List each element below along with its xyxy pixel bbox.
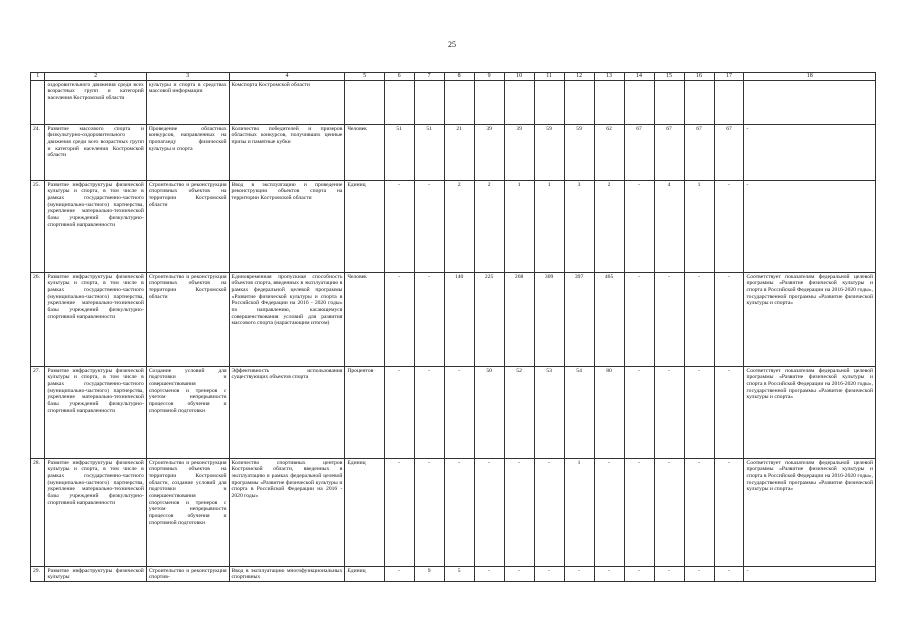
value-cell: - — [474, 567, 504, 582]
row-number: 29. — [31, 567, 45, 582]
value-cell: 80 — [594, 367, 624, 459]
value-cell: 67 — [654, 125, 684, 181]
value-cell: - — [714, 273, 744, 367]
note-cell: - — [744, 125, 876, 181]
value-cell — [684, 81, 714, 125]
note-cell: - — [744, 181, 876, 273]
value-cell: 3 — [564, 181, 594, 273]
header-row — [31, 73, 876, 81]
value-cell — [504, 81, 534, 125]
value-cell: - — [654, 567, 684, 582]
value-cell: 39 — [474, 125, 504, 181]
value-cell: - — [414, 367, 444, 459]
value-cell — [564, 81, 594, 125]
value-cell: 59 — [534, 125, 564, 181]
value-cell: 62 — [594, 125, 624, 181]
value-cell: 51 — [384, 125, 414, 181]
value-cell: 51 — [414, 125, 444, 181]
value-cell: - — [684, 567, 714, 582]
unit-cell: Единиц — [345, 181, 384, 273]
unit-cell — [345, 81, 384, 125]
value-cell: - — [624, 567, 654, 582]
value-cell: 2 — [594, 181, 624, 273]
value-cell: 9 — [414, 567, 444, 582]
value-cell: - — [384, 367, 414, 459]
event-cell: оздоровительного движения среди всех возрастных групп и категорий населения Костромской области — [45, 81, 146, 125]
value-cell — [384, 81, 414, 125]
value-cell: - — [444, 367, 474, 459]
value-cell — [444, 81, 474, 125]
header-cell: 15 — [654, 73, 684, 81]
value-cell: - — [414, 181, 444, 273]
row-number: 25. — [31, 181, 45, 273]
value-cell: - — [624, 273, 654, 367]
value-cell: - — [564, 567, 594, 582]
header-cell: 13 — [594, 73, 624, 81]
value-cell: 140 — [444, 273, 474, 367]
indicator-cell: Единовременная пропускная способность объектов спорта, введенных в эксплуатацию в рамках федеральной целевой программы «Развитие физической культуры и спорта в Российской Федерации на 2016 - 2020 годы» по направлению, касающемуся совершенствования условий для развития массового спорта (нарастающим итогом) — [229, 273, 345, 367]
value-cell — [594, 81, 624, 125]
content-cell: Строительство и реконструкция спортивных объектов на территории Костромской области — [146, 181, 229, 273]
value-cell: - — [534, 459, 564, 567]
table-row — [31, 367, 876, 459]
header-cell: 3 — [146, 73, 229, 81]
header-cell: 17 — [714, 73, 744, 81]
value-cell: - — [714, 367, 744, 459]
content-cell: культуры и спорта в средствах массовой информации — [146, 81, 229, 125]
value-cell: 1 — [564, 459, 594, 567]
header-cell: 7 — [414, 73, 444, 81]
indicator-cell: Количество победителей и призеров областных конкурсов, получивших ценные призы и памятные кубки — [229, 125, 345, 181]
event-cell: Развитие инфраструктуры физической культуры и спорта, в том числе в рамках государственно-частного (муниципально-частного) партнерства, укрепление материально-технической базы учреждений физкультурно-спортивной направленности — [45, 273, 146, 367]
table-row — [31, 81, 876, 125]
value-cell: - — [384, 273, 414, 367]
value-cell: - — [384, 181, 414, 273]
header-cell: 6 — [384, 73, 414, 81]
header-cell: 12 — [564, 73, 594, 81]
value-cell: - — [714, 181, 744, 273]
row-number: 26. — [31, 273, 45, 367]
value-cell: 397 — [564, 273, 594, 367]
value-cell — [624, 81, 654, 125]
value-cell: - — [654, 273, 684, 367]
header-cell: 8 — [444, 73, 474, 81]
value-cell: - — [504, 459, 534, 567]
page-number: 25 — [448, 40, 456, 49]
unit-cell: Человек — [345, 273, 384, 367]
content-cell: Строительство и реконструкция спортивных объектов на территории Костромской области — [146, 273, 229, 367]
value-cell: - — [684, 367, 714, 459]
value-cell: 67 — [714, 125, 744, 181]
row-number: 27. — [31, 367, 45, 459]
value-cell: - — [534, 567, 564, 582]
value-cell: - — [474, 459, 504, 567]
value-cell: - — [594, 567, 624, 582]
note-cell: Соответствует показателям федеральной целевой программы «Развитие физической культуры и спорта в Российской Федерации на 2016-2020 годы», государственной программы «Развитие физической культуры и спорта» — [744, 367, 876, 459]
value-cell: 4 — [654, 181, 684, 273]
content-cell: Создание условий для подготовки и совершенствования спортсменов и тренеров с учетом непрерывности процессов обучения и спортивной подготовки — [146, 367, 229, 459]
header-cell: 11 — [534, 73, 564, 81]
value-cell: - — [414, 459, 444, 567]
value-cell: 465 — [594, 273, 624, 367]
value-cell — [534, 81, 564, 125]
value-cell — [414, 81, 444, 125]
event-cell: Развитие инфраструктуры физической культуры и спорта, в том числе в рамках государственно-частного (муниципально-частного) партнерства, укрепление материально-технической базы учреждений физкультурно-спортивной направленности — [45, 459, 146, 567]
value-cell: 1 — [504, 181, 534, 273]
table-row — [31, 567, 876, 582]
value-cell: - — [714, 567, 744, 582]
row-number: 28. — [31, 459, 45, 567]
header-cell: 16 — [684, 73, 714, 81]
value-cell: 50 — [474, 367, 504, 459]
value-cell — [474, 81, 504, 125]
header-cell: 9 — [474, 73, 504, 81]
unit-cell: Единиц — [345, 459, 384, 567]
content-cell: Строительство и реконструкция спортив- — [146, 567, 229, 582]
value-cell: - — [654, 367, 684, 459]
value-cell: - — [684, 459, 714, 567]
value-cell: - — [504, 567, 534, 582]
value-cell: 2 — [474, 181, 504, 273]
value-cell: - — [384, 459, 414, 567]
row-number — [31, 81, 45, 125]
value-cell: 67 — [684, 125, 714, 181]
content-cell: Строительство и реконструкция спортивных объектов на территории Костромской области, создание условий для подготовки и совершенствования спортсменов и тренеров с учетом непрерывности процессов обучения и спортивной подготовки — [146, 459, 229, 567]
value-cell: 268 — [504, 273, 534, 367]
value-cell: 5 — [444, 567, 474, 582]
indicator-cell: Количество спортивных центров Костромской области, введенных в эксплуатацию в рамках федеральной целевой программы «Развитие физической культуры и спорта в Российской Федерации на 2016 - 2020 годы» — [229, 459, 345, 567]
header-cell: 10 — [504, 73, 534, 81]
indicator-cell: Ввод в эксплуатацию и проведение реконструкции объектов спорта на территории Костромской области — [229, 181, 345, 273]
value-cell: 1 — [684, 181, 714, 273]
value-cell: - — [384, 567, 414, 582]
header-cell: 14 — [624, 73, 654, 81]
value-cell — [714, 81, 744, 125]
note-cell: Соответствует показателям федеральной целевой программы «Развитие физической культуры и спорта в Российской Федерации на 2016-2020 годы», государственной программы «Развитие физической культуры и спорта» — [744, 273, 876, 367]
header-cell: 1 — [31, 73, 45, 81]
row-number: 24. — [31, 125, 45, 181]
unit-cell: Единиц — [345, 567, 384, 582]
value-cell: - — [594, 459, 624, 567]
value-cell: - — [684, 273, 714, 367]
note-cell — [744, 81, 876, 125]
value-cell: - — [714, 459, 744, 567]
value-cell: 1 — [534, 181, 564, 273]
unit-cell: Человек — [345, 125, 384, 181]
table-row — [31, 181, 876, 273]
value-cell: - — [654, 459, 684, 567]
value-cell: - — [624, 181, 654, 273]
event-cell: Развитие инфраструктуры физической культуры — [45, 567, 146, 582]
value-cell: 225 — [474, 273, 504, 367]
value-cell: 39 — [504, 125, 534, 181]
value-cell: 53 — [534, 367, 564, 459]
table-row — [31, 125, 876, 181]
value-cell — [654, 81, 684, 125]
value-cell: 2 — [444, 181, 474, 273]
value-cell: 309 — [534, 273, 564, 367]
indicator-cell: Ввод в эксплуатацию многофункциональных спортивных — [229, 567, 345, 582]
value-cell: 54 — [564, 367, 594, 459]
value-cell: - — [624, 367, 654, 459]
note-cell: Соответствует показателям федеральной целевой программы «Развитие физической культуры и спорта в Российской Федерации на 2016-2020 годы», государственной программы «Развитие физической культуры и спорта» — [744, 459, 876, 567]
table-row — [31, 459, 876, 567]
indicator-cell: Эффективность использования существующих объектов спорта — [229, 367, 345, 459]
event-cell: Развитие массового спорта и физкультурно-оздоровительного движения среди всех возрастных групп и категорий населения Костромской области — [45, 125, 146, 181]
value-cell: 67 — [624, 125, 654, 181]
value-cell: - — [444, 459, 474, 567]
unit-cell: Процентов — [345, 367, 384, 459]
header-cell: 4 — [229, 73, 345, 81]
note-cell: - — [744, 567, 876, 582]
value-cell: - — [624, 459, 654, 567]
value-cell: 21 — [444, 125, 474, 181]
indicators-table — [30, 72, 876, 582]
header-cell: 5 — [345, 73, 384, 81]
value-cell: 52 — [504, 367, 534, 459]
event-cell: Развитие инфраструктуры физической культуры и спорта, в том числе в рамках государственно-частного (муниципально-частного) партнерства, укрепление материально-технической базы учреждений физкультурно-спортивной направленности — [45, 181, 146, 273]
content-cell: Проведение областных конкурсов, направленных на пропаганду физической культуры и спорта — [146, 125, 229, 181]
value-cell: 59 — [564, 125, 594, 181]
value-cell: - — [414, 273, 444, 367]
header-cell: 18 — [744, 73, 876, 81]
indicator-cell: Комспорта Костромской области — [229, 81, 345, 125]
event-cell: Развитие инфраструктуры физической культуры и спорта, в том числе в рамках государственно-частного (муниципально-частного) партнерства, укрепление материально-технической базы учреждений физкультурно-спортивной направленности — [45, 367, 146, 459]
header-cell: 2 — [45, 73, 146, 81]
table-row — [31, 273, 876, 367]
